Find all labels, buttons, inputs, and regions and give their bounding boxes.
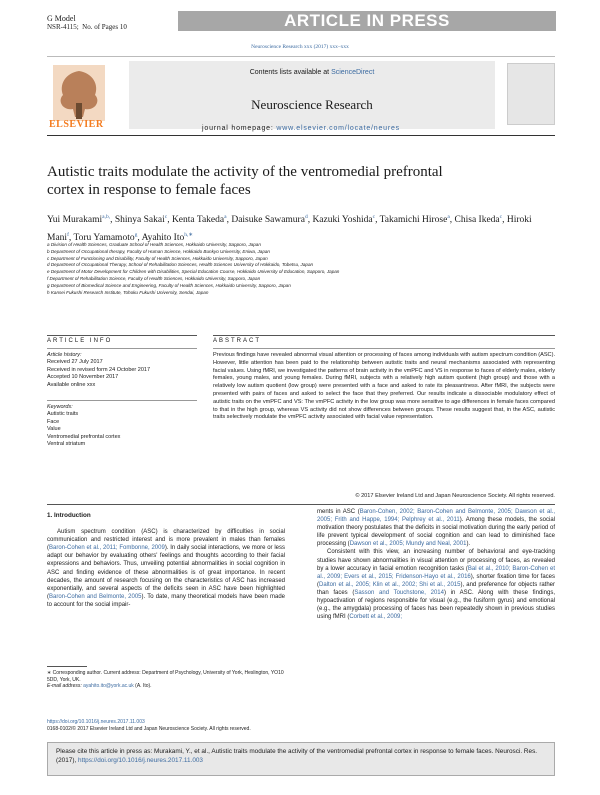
affiliation-list xyxy=(47,242,547,296)
citation-link[interactable]: Dawson et al., 2005; Mundy and Neal, 2001 xyxy=(349,541,467,548)
article-info-label: ARTICLE INFO xyxy=(47,338,113,344)
author-affiliation-marker[interactable]: a,b, xyxy=(102,214,111,220)
author-name: Toru Yamamoto xyxy=(73,233,135,244)
history-item: Available online xxx xyxy=(47,381,96,388)
history-header: Article history: xyxy=(47,352,82,358)
abstract-top-rule xyxy=(213,335,555,336)
contents-line xyxy=(129,69,495,76)
body-right-column xyxy=(317,508,555,621)
doi-block xyxy=(47,719,555,732)
author-affiliation-marker[interactable]: c xyxy=(499,214,503,220)
author-name: Daisuke Sawamura xyxy=(231,215,305,226)
author-affiliation-marker[interactable]: c xyxy=(164,214,168,220)
info-top-rule xyxy=(47,335,197,336)
author-name: Hiroki Mani xyxy=(47,215,532,244)
text-run: ), and preference for objects rather than faces ( xyxy=(317,581,555,596)
abstract-bottom-rule xyxy=(47,504,555,505)
citation-link[interactable]: Baron-Cohen, 2002; Baron-Cohen and Belmonte, 2005; Dawson et al., 2005; Frith and Happe, 1994; Pelphrey et al., 2011 xyxy=(317,509,555,524)
journal-cover-thumbnail xyxy=(507,63,555,125)
author-name: Yui Murakami xyxy=(47,215,103,226)
keyword-item: Face xyxy=(47,418,60,425)
keywords-block xyxy=(47,404,120,448)
abstract-copyright: © 2017 Elsevier Ireland Ltd and Japan Neuroscience Society. All rights reserved. xyxy=(355,493,555,499)
citation-link[interactable]: Corbett et al., 2009; xyxy=(349,614,403,621)
abstract-label: ABSTRACT xyxy=(213,338,262,344)
text-run: ments in ASC ( xyxy=(317,509,360,515)
header-meta xyxy=(47,14,127,32)
homepage-link[interactable]: www.elsevier.com/locate/neures xyxy=(276,125,400,132)
citation-link[interactable]: Sasson and Touchstone, 2014 xyxy=(354,589,444,596)
please-cite-box xyxy=(47,742,555,776)
footnote-address: ∗ Corresponding author. Current address: Department of Psychology, University of York, Heslington, YO10 5DD, York, UK. xyxy=(47,670,284,683)
affiliation-item: g Department of Biomedical Science and Engineering, Faculty of Health Sciences, Hokkaido University, Sapporo, Japan xyxy=(47,282,291,288)
article-in-press-banner: ARTICLE IN PRESS xyxy=(178,11,556,31)
citation-link[interactable]: Baron-Cohen et al., 2011; Fombonne, 2009 xyxy=(49,545,165,552)
abstract-under-rule xyxy=(213,348,555,349)
text-run: ), shorter fixation time for faces ( xyxy=(317,573,556,588)
text-run: ). Among these models, the social motivation theory postulates that the deficits in social motivation during the early period of life prevent typical development of social cognition and can lead to diminished face processing ( xyxy=(317,517,555,548)
journal-citation-line[interactable]: Neuroscience Research xxx (2017) xxx–xxx xyxy=(251,44,349,50)
email-suffix: (A. Ito). xyxy=(135,683,152,689)
email-link[interactable]: ayahito.ito@york.ac.uk xyxy=(83,683,134,689)
keyword-item: Autistic traits xyxy=(47,411,79,418)
citation-link[interactable]: Dalton et al., 2005; Klin et al., 2002; Shi et al., 2015 xyxy=(319,581,461,588)
intro-paragraph-1 xyxy=(47,528,285,609)
affiliation-item: d Department of Occupational Therapy, School of Rehabilitation Sciences, Health Sciences University of Hokkaido, Tobetsu, Japan xyxy=(47,262,314,268)
affiliation-item: f Department of Rehabilitation Science, Faculty of Health Sciences, Hokkaido University, Sapporo, Japan xyxy=(47,275,261,281)
author-name: Kenta Takeda xyxy=(171,215,225,226)
corresponding-author-footnote xyxy=(47,670,285,690)
intro-paragraph-2 xyxy=(317,548,555,621)
author-list: Yui Murakami$^{a,b,}$, Shinya Sakai$^c$, Kenta Takeda$^a$, Daisuke Sawamura$^d$, Kazuki Yoshida$^c$, Takamichi Hirose$^a$, Chisa Ikeda$^c$, Hiroki Mani$^f$, Toru Yamamoto$^g$, Ayahito Ito$^{h,∗}$ xyxy=(47,214,532,244)
page-count: No. of Pages 10 xyxy=(82,23,127,31)
author-name: Ayahito Ito xyxy=(141,233,185,244)
affiliation-item: b Department of Occupational therapy, Faculty of Human Science, Hokkaido Bunkyo University, Eniwa, Japan xyxy=(47,248,270,254)
history-item: Accepted 10 November 2017 xyxy=(47,374,119,381)
author-affiliation-marker[interactable]: g xyxy=(134,232,138,239)
affiliation-item: e Department of Motor Development for Children with Disabilities, Special Education Course, Hokkaido University of Education, Sapporo, Japan xyxy=(47,269,340,275)
footnote-rule xyxy=(47,666,87,667)
info-mid-rule xyxy=(47,400,197,401)
text-run: ) in ASC. Along with these findings, hypoactivation of regions responsible for visual (e.g., the fusiform gyrus) and emotional (e.g., the amygdala) processing of faces has been repeatedly shown in previous studies using fMRI ( xyxy=(317,589,555,621)
abstract-text: Previous findings have revealed abnormal visual attention or processing of faces among individuals with autism spectrum condition (ASC). However, little attention has been paid to the relationship between autistic traits and neural mechanisms associated with representing facial values. Using fMRI, we investigated the patterns of brain activity in the vmPFC and VS in response to faces of elderly males, elderly females, young males, and young females. During fMRI, subjects with a relatively high autism quotient (high group) and those with a relatively low autism quotient (low group) were presented with a face and asked to rate its pleasantness. After fMRI, the subjects were presented with pairs of faces and asked to select the face that they preferred. Our results indicate a dissociable modulatory effect of autistic traits on the vmPFC and VS: The vmPFC activity in the low group was more sensitive to age differences in female faces compared to that in the high group, whereas VS activity did not show differences between groups. These results suggest that, in the ASC, autistic traits selectively modulate the vmPFC activity associated with facial value representation. xyxy=(213,352,556,421)
author-name: Shinya Sakai xyxy=(114,215,165,226)
homepage-prefix: journal homepage: xyxy=(202,125,274,132)
cite-text: Please cite this article in press as: Murakami, Y., et al., Autistic traits modulate the activity of the ventromedial prefrontal cortex in response to female faces. Neurosci. Res. (2017), xyxy=(56,748,538,764)
email-label: E-mail address: xyxy=(47,683,82,689)
gmodel-label: G Model xyxy=(47,14,76,23)
text-run: Autism spectrum condition (ASC) is characterized by difficulties in social communication and restricted interest and is more prevalent in males than females ( xyxy=(47,529,285,552)
cite-doi-link[interactable]: https://doi.org/10.1016/j.neures.2017.11.003 xyxy=(78,757,203,764)
text-run: ). xyxy=(466,541,471,548)
keywords-header: Keywords: xyxy=(47,404,73,410)
paper-title: Autistic traits modulate the activity of the ventromedial prefrontal cortex in response to female faces xyxy=(47,164,443,198)
keyword-item: Value xyxy=(47,426,61,433)
keyword-item: Ventromedial prefrontal cortex xyxy=(47,433,121,440)
text-run: ). To date, many theoretical models have been made to account for the social impair- xyxy=(47,593,285,608)
text-run: ). In daily social interactions, we more or less adapt our behavior by evaluating others' feelings and thoughts according to their facial expressions and behaviors. Thus, unveiling potential abnormalities in social cognition in ASC and finding evidence of these abnormalities is of great importance. In recent decades, the amount of research focusing on the characteristics of ASC has increased exponentially, and several aspects of the deficits seen in ASC have been highlighted ( xyxy=(47,545,285,600)
elsevier-wordmark: ELSEVIER xyxy=(49,119,104,130)
author-name: Takamichi Hirose xyxy=(379,215,448,226)
body-left-column xyxy=(47,512,285,609)
intro-paragraph-1-cont xyxy=(317,508,555,548)
section-heading: 1. Introduction xyxy=(47,512,91,519)
manuscript-ref: NSR-4115; xyxy=(47,23,79,31)
rights-line: 0168-0102/© 2017 Elsevier Ireland Ltd and Japan Neuroscience Society. All rights reserved. xyxy=(47,725,251,732)
citation-link[interactable]: Baron-Cohen and Belmonte, 2005 xyxy=(49,593,142,600)
contents-prefix: Contents lists available at xyxy=(249,69,330,76)
author-name: Kazuki Yoshida xyxy=(312,215,373,226)
history-item: Received in revised form 24 October 2017 xyxy=(47,366,151,373)
text-run: Consistent with this view, an increasing number of behavioral and eye-tracking studies have shown abnormalities in visual attention or processing of faces, as revealed by a lower accuracy in facial emotion recognition tasks ( xyxy=(317,549,555,572)
author-name: Chisa Ikeda xyxy=(454,215,500,226)
journal-header xyxy=(47,56,555,136)
affiliation-item: a Division of Health Sciences, Graduate School of Health Sciences, Hokkaido University, Sapporo, Japan xyxy=(47,242,261,247)
journal-contents-box xyxy=(129,61,495,129)
history-item: Received 27 July 2017 xyxy=(47,359,103,366)
affiliation-item: c Department of Functioning and Disability, Faculty of Health Sciences, Hokkaido University, Sapporo, Japan xyxy=(47,255,268,261)
author-affiliation-marker[interactable]: h,∗ xyxy=(184,232,193,239)
author-affiliation-marker[interactable]: d xyxy=(304,214,308,220)
author-affiliation-marker[interactable]: f xyxy=(67,232,69,239)
keyword-item: Ventral striatum xyxy=(47,441,86,448)
doi-link[interactable]: https://doi.org/10.1016/j.neures.2017.11.003 xyxy=(47,719,145,725)
journal-homepage-line xyxy=(47,125,555,132)
article-history xyxy=(47,352,150,389)
affiliation-item: h Kansei Fukushi Research Institute, Tohoku Fukushi University, Sendai, Japan xyxy=(47,289,209,295)
info-under-rule xyxy=(47,348,197,349)
author-affiliation-marker[interactable]: a xyxy=(447,214,450,220)
citation-link[interactable]: Bal et al., 2010; Baron-Cohen et al., 2009; Evers et al., 2015; Fridenson-Hayo et al., 2016 xyxy=(317,565,555,580)
author-affiliation-marker[interactable]: a xyxy=(224,214,227,220)
journal-name: Neuroscience Research xyxy=(251,97,373,112)
sciencedirect-link[interactable]: ScienceDirect xyxy=(331,69,375,76)
author-affiliation-marker[interactable]: c xyxy=(372,214,376,220)
